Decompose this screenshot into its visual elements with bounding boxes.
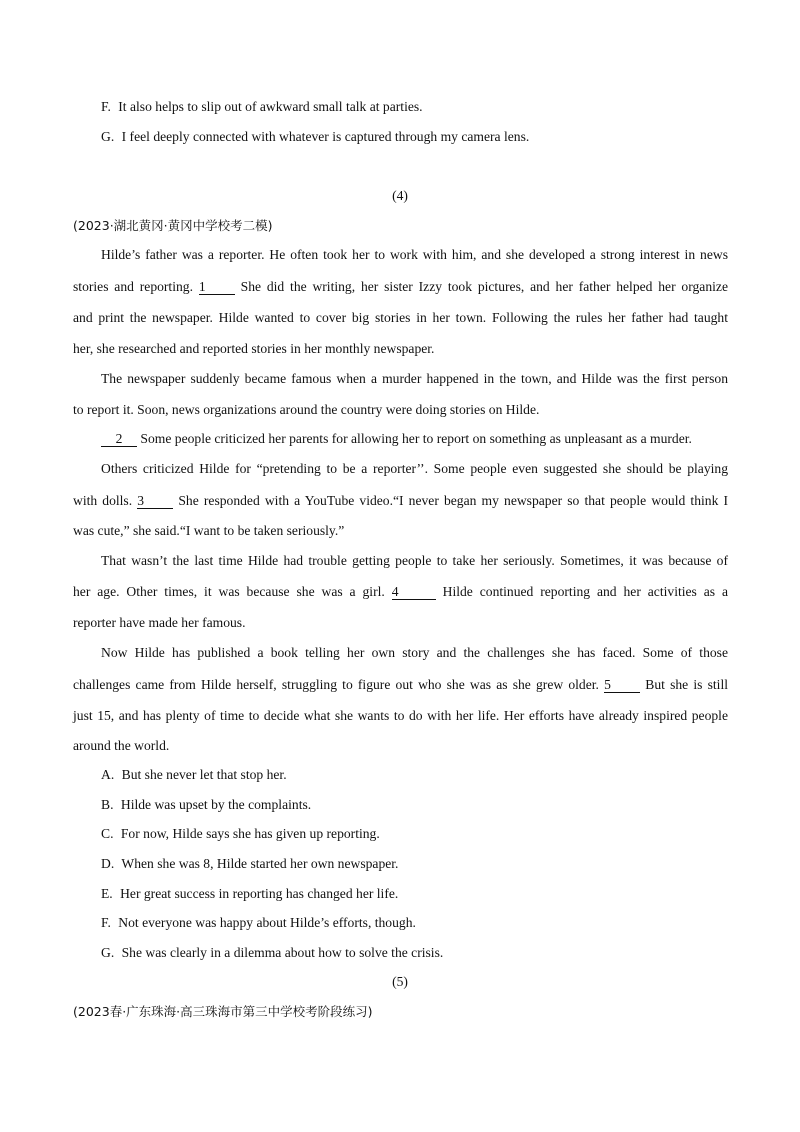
blank-3: 3 [137, 493, 173, 509]
paragraph-line: The newspaper suddenly became famous when a murder happened in the town, and Hilde was the first person [101, 371, 728, 386]
paragraph-line: and print the newspaper. Hilde wanted to cover big stories in her town. Following the rules her father had taught [73, 310, 728, 325]
source-note: (2023春·广东珠海·高三珠海市第三中学校考阶段练习) [73, 1004, 373, 1019]
paragraph-line: her age. Other times, it was because she was a girl. 4 Hilde continued reporting and her activities as a [73, 584, 729, 599]
section-number: (5) [392, 974, 408, 989]
paragraph-line: Now Hilde has published a book telling her own story and the challenges she has faced. Some of those [101, 645, 728, 660]
blank-1: 1 [199, 279, 235, 295]
blank-5: 5 [604, 677, 640, 693]
paragraph-line: stories and reporting. 1 She did the writing, her sister Izzy took pictures, and her father helped her organize [73, 279, 728, 294]
option-b: B. Hilde was upset by the complaints. [101, 797, 312, 812]
blank-4: 4 [392, 584, 436, 600]
paragraph-line: Others criticized Hilde for “pretending to be a reporter’’. Some people even suggested she should be playing [101, 461, 728, 476]
blank-2: 2 [101, 431, 137, 447]
option-g-prev: G. I feel deeply connected with whatever is captured through my camera lens. [101, 129, 530, 144]
paragraph-line: just 15, and has plenty of time to decide what she wants to do with her life. Her efforts have already inspired people [73, 708, 728, 723]
section-number: (4) [392, 188, 408, 203]
option-a: A. But she never let that stop her. [101, 767, 287, 782]
paragraph-line: challenges came from Hilde herself, struggling to figure out who she was as she grew older. 5 But she is still [73, 677, 729, 692]
paragraph-line: was cute,” she said.“I want to be taken seriously.” [73, 523, 345, 538]
paragraph-line: her, she researched and reported stories in her monthly newspaper. [73, 341, 435, 356]
paragraph-line: Hilde’s father was a reporter. He often took her to work with him, and she developed a strong interest in news [101, 247, 728, 262]
option-c: C. For now, Hilde says she has given up reporting. [101, 826, 380, 841]
option-d: D. When she was 8, Hilde started her own newspaper. [101, 856, 399, 871]
option-f: F. Not everyone was happy about Hilde’s efforts, though. [101, 915, 416, 930]
option-e: E. Her great success in reporting has changed her life. [101, 886, 399, 901]
paragraph-line: That wasn’t the last time Hilde had trouble getting people to take her seriously. Sometimes, it was because of [101, 553, 728, 568]
source-note: (2023·湖北黄冈·黄冈中学校考二模) [73, 218, 273, 233]
option-f-prev: F. It also helps to slip out of awkward small talk at parties. [101, 99, 423, 114]
paragraph-line: around the world. [73, 738, 170, 753]
option-g: G. She was clearly in a dilemma about how to solve the crisis. [101, 945, 444, 960]
paragraph-line: reporter have made her famous. [73, 615, 246, 630]
paragraph-line: with dolls. 3 She responded with a YouTube video.“I never began my newspaper so that people would think I [73, 493, 729, 508]
paragraph-line: 2 Some people criticized her parents for allowing her to report on something as unpleasant as a murder. [101, 430, 728, 448]
paragraph-line: to report it. Soon, news organizations around the country were doing stories on Hilde. [73, 402, 540, 417]
